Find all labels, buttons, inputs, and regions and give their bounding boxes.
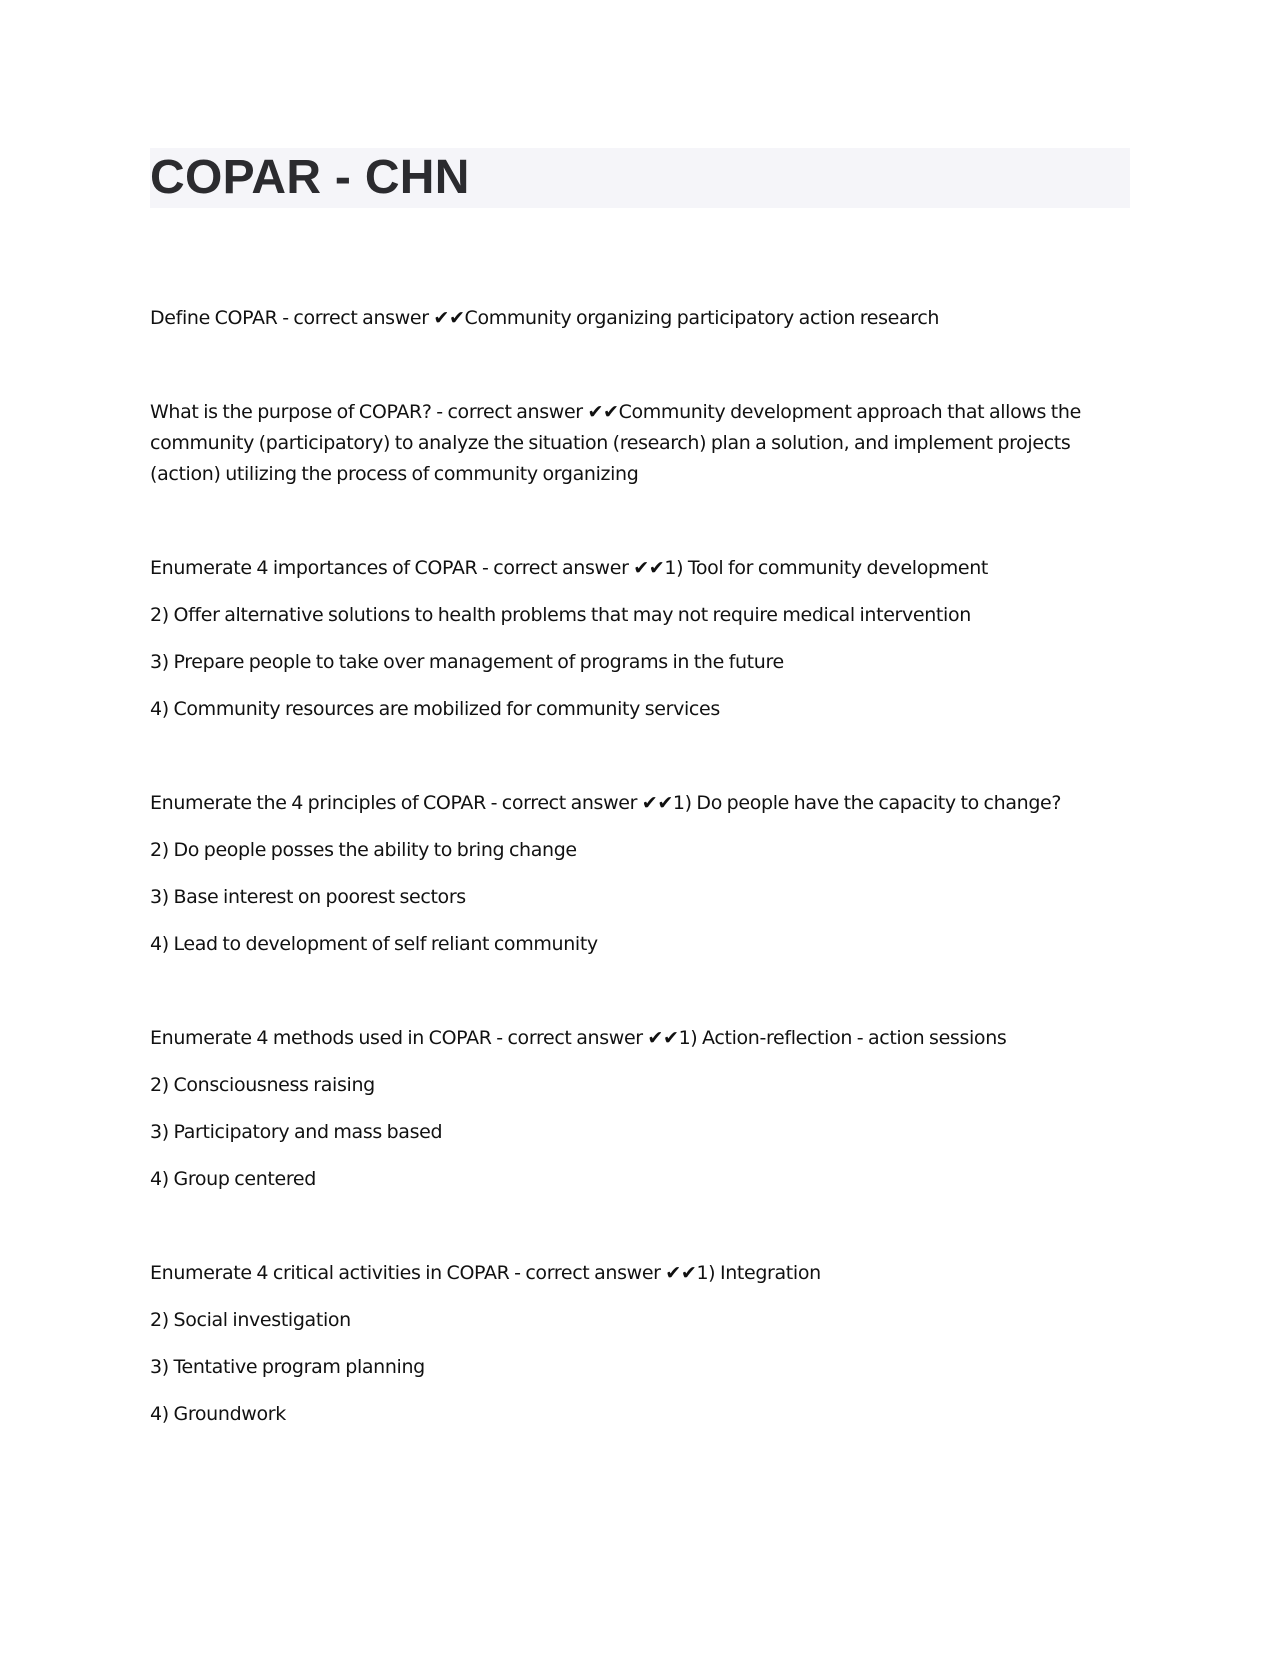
qa-item-methods xyxy=(150,1023,1128,1195)
qa-question-answer: Enumerate 4 methods used in COPAR - correct answer ✔✔1) Action-reflection - action sessions xyxy=(150,1027,1007,1049)
document-page xyxy=(150,148,1128,1430)
qa-question-answer: Enumerate 4 critical activities in COPAR - correct answer ✔✔1) Integration xyxy=(150,1262,821,1284)
qa-item-critical-activities xyxy=(150,1258,1128,1430)
list-item: 3) Participatory and mass based xyxy=(150,1121,443,1143)
list-item: 3) Base interest on poorest sectors xyxy=(150,886,466,908)
list-item: 4) Group centered xyxy=(150,1168,316,1190)
list-item: 4) Groundwork xyxy=(150,1403,286,1425)
list-item: 3) Tentative program planning xyxy=(150,1356,425,1378)
list-item: 3) Prepare people to take over management of programs in the future xyxy=(150,651,784,673)
title-banner xyxy=(150,148,1130,208)
list-item: 2) Do people posses the ability to bring change xyxy=(150,839,577,861)
list-item: 2) Consciousness raising xyxy=(150,1074,375,1096)
qa-item-define-copar xyxy=(150,303,1128,334)
list-item: 4) Lead to development of self reliant community xyxy=(150,933,598,955)
qa-question-answer: What is the purpose of COPAR? - correct answer ✔✔Community development approach that allows the community (participatory) to analyze the situation (research) plan a solution, and implement projects (action) utilizing the process of community organizing xyxy=(150,401,1081,485)
qa-item-importances xyxy=(150,553,1128,725)
qa-item-purpose xyxy=(150,397,1128,490)
qa-question-answer: Enumerate the 4 principles of COPAR - correct answer ✔✔1) Do people have the capacity to change? xyxy=(150,792,1062,814)
list-item: 2) Social investigation xyxy=(150,1309,351,1331)
document-title: COPAR - CHN xyxy=(150,151,470,204)
document-content xyxy=(150,303,1128,1430)
list-item: 4) Community resources are mobilized for community services xyxy=(150,698,720,720)
qa-item-principles xyxy=(150,788,1128,960)
qa-question-answer: Enumerate 4 importances of COPAR - correct answer ✔✔1) Tool for community development xyxy=(150,557,988,579)
list-item: 2) Offer alternative solutions to health problems that may not require medical intervention xyxy=(150,604,971,626)
qa-question-answer: Define COPAR - correct answer ✔✔Community organizing participatory action research xyxy=(150,307,940,329)
